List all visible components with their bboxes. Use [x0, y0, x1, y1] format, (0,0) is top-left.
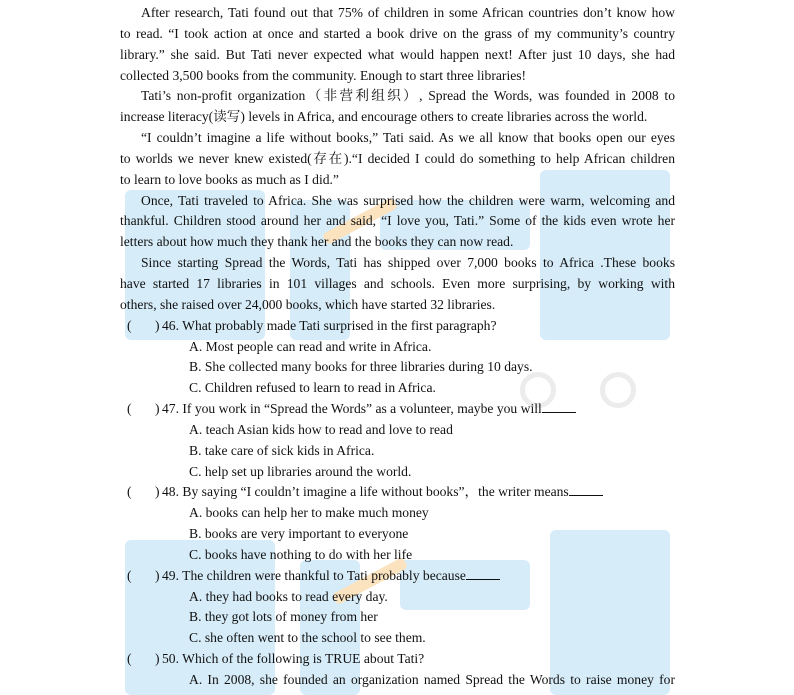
question-stem-row [120, 566, 675, 587]
paragraph-line: Tati’s non-profit organization（非营利组织）, Spread the Words, was founded in 2008 to [141, 88, 675, 104]
paragraph-line: Once, Tati traveled to Africa. She was surprised how the children were warm, welcoming and [141, 192, 675, 208]
question [120, 399, 675, 482]
paragraph-line: Since starting Spread the Words, Tati has shipped over 7,000 books to Africa .These books [141, 255, 675, 271]
paragraph-line: to read. “I took action at once and started a book drive on the grass of my community’s country [120, 25, 675, 41]
answer-option: C. she often went to the school to see them. [189, 630, 426, 646]
question-stem-row [120, 649, 675, 670]
question-stem: 46. What probably made Tati surprised in the first paragraph? [162, 317, 497, 333]
paragraph-line: have started 17 libraries in 101 villages and schools. Even more surprising, by working with [120, 275, 675, 291]
paragraph-line: After research, Tati found out that 75% of children in some African countries don’t know how [141, 5, 675, 20]
question-stem: 49. The children were thankful to Tati probably because [162, 567, 466, 583]
question-stem-row [120, 399, 675, 420]
answer-option: A. books can help her to make much money [189, 505, 429, 521]
paragraph [120, 253, 675, 316]
answer-paren-close: ) [155, 317, 160, 333]
answer-blank [569, 484, 603, 496]
paragraph [120, 191, 675, 254]
paragraph-line: thankful. Children stood around her and said, “I love you, Tati.” Some of the kids even wrote her [120, 213, 675, 229]
answer-paren-close: ) [155, 401, 160, 417]
paragraph-line: library.” she said. But Tati never expected what would happen next! After just 10 days, she had [120, 46, 675, 62]
question-stem-row [120, 482, 675, 503]
answer-option: A. teach Asian kids how to read and love to read [189, 421, 453, 437]
questions [120, 316, 675, 691]
answer-option: C. help set up libraries around the world. [189, 463, 412, 479]
answer-blank [466, 568, 500, 580]
paragraph-line: to learn to love books as much as I did.” [120, 171, 339, 187]
answer-paren-open: ( [127, 567, 132, 583]
document-body [120, 3, 675, 691]
paragraph-line: “I couldn’t imagine a life without books,” Tati said. As we all know that books open our eyes [141, 130, 675, 146]
question-stem: 48. By saying “I couldn’t imagine a life without books”，the writer means [162, 484, 569, 500]
paragraph [120, 128, 675, 191]
answer-paren-open: ( [127, 651, 132, 667]
question-stem: 47. If you work in “Spread the Words” as a volunteer, maybe you will [162, 401, 542, 417]
paragraph-line: to worlds we never knew existed(存在).“I decided I could do something to help African children [120, 150, 675, 166]
answer-paren-open: ( [127, 484, 132, 500]
answer-paren-close: ) [155, 567, 160, 583]
question-stem: 50. Which of the following is TRUE about Tati? [162, 651, 425, 667]
paragraph-line: others, she raised over 24,000 books, which have started 32 libraries. [120, 296, 496, 312]
answer-paren-open: ( [127, 401, 132, 417]
paragraph-line: increase literacy(读写) levels in Africa, and encourage others to create libraries across the world. [120, 109, 648, 125]
answer-option: B. take care of sick kids in Africa. [189, 442, 375, 458]
answer-option: A. Most people can read and write in Africa. [189, 338, 432, 354]
paragraph-line: letters about how much they thank her and the books they can now read. [120, 234, 514, 250]
answer-option: B. She collected many books for three libraries during 10 days. [189, 359, 533, 375]
answer-paren-close: ) [155, 651, 160, 667]
answer-paren-open: ( [127, 317, 132, 333]
answer-blank [542, 401, 576, 413]
answer-option: A. they had books to read every day. [189, 588, 388, 604]
paragraph [120, 3, 675, 86]
answer-option: C. Children refused to learn to read in Africa. [189, 380, 436, 396]
answer-option: B. books are very important to everyone [189, 526, 409, 542]
question [120, 316, 675, 399]
question [120, 482, 675, 565]
question-stem-row [120, 316, 675, 337]
question [120, 566, 675, 649]
passage [120, 3, 675, 316]
question [120, 649, 675, 691]
answer-option: B. they got lots of money from her [189, 609, 378, 625]
paragraph [120, 86, 675, 128]
paragraph-line: collected 3,500 books from the community. Enough to start three libraries! [120, 67, 527, 83]
answer-paren-close: ) [155, 484, 160, 500]
answer-option: A. In 2008, she founded an organization named Spread the Words to raise money for [189, 672, 675, 687]
answer-option: C. books have nothing to do with her life [189, 546, 413, 562]
